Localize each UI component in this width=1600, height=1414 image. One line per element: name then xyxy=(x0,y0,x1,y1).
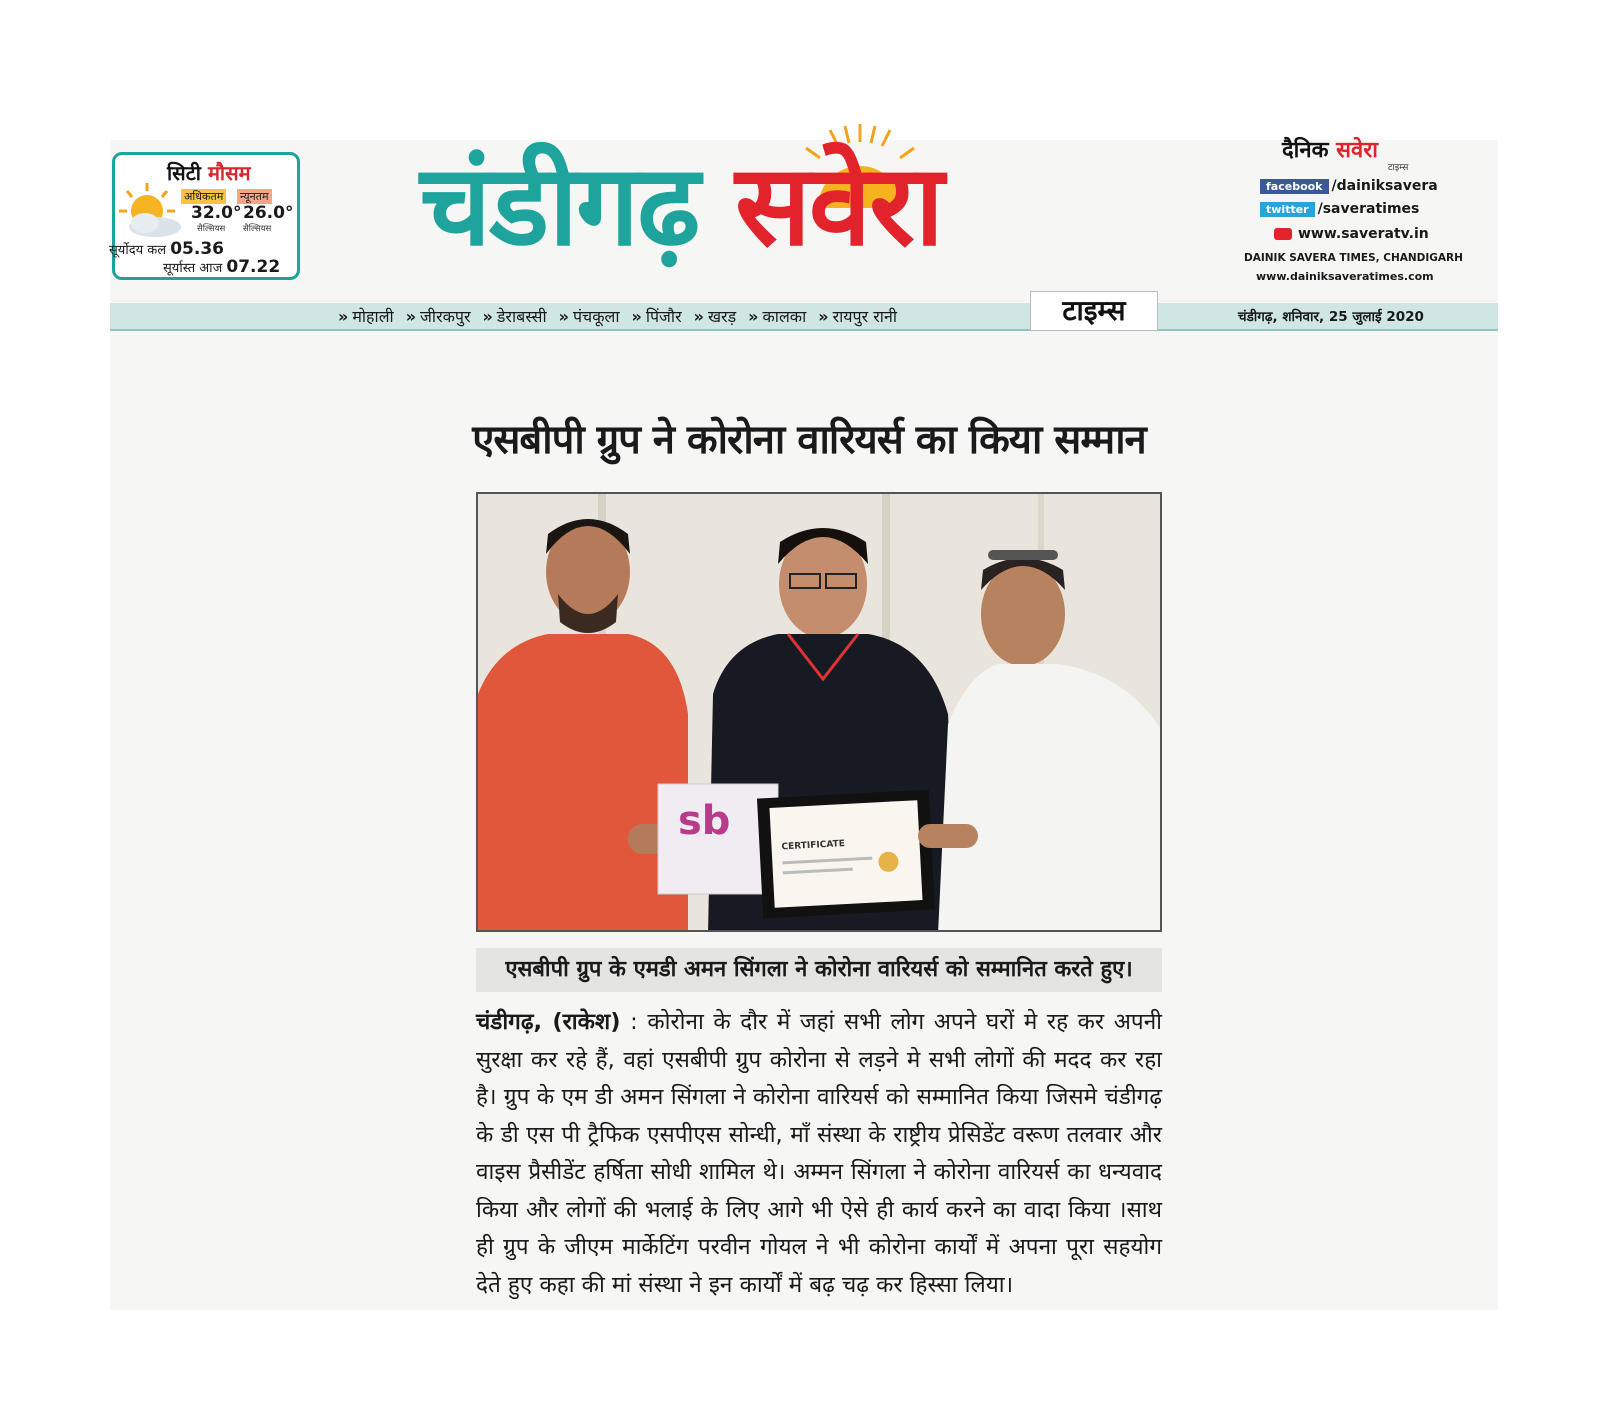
article-headline: एसबीपी ग्रुप ने कोरोना वारियर्स का किया सम्मान xyxy=(472,417,1146,463)
tv-icon xyxy=(1274,228,1292,240)
masthead-times: टाइम्स xyxy=(1030,291,1158,331)
article-body xyxy=(476,1004,1162,1304)
city-label: मोहाली xyxy=(352,307,394,326)
sunset-row xyxy=(163,257,280,277)
city-link[interactable] xyxy=(559,305,620,327)
city-label: जीरकपुर xyxy=(420,307,471,326)
sunrise-time: 05.36 xyxy=(170,239,224,259)
city-link[interactable] xyxy=(631,305,681,327)
min-temp-unit: सैल्सियस xyxy=(243,224,272,234)
min-temp-label: न्यूनतम xyxy=(237,189,272,204)
chevron-right-icon: » xyxy=(558,307,569,326)
city-label: पंचकूला xyxy=(572,307,620,326)
twitter-link[interactable] xyxy=(1260,201,1419,217)
sunset-label: सूर्यास्त आज xyxy=(163,261,223,276)
twitter-icon: twitter xyxy=(1260,202,1315,217)
chevron-right-icon: » xyxy=(338,307,349,326)
logo-times: टाइम्स xyxy=(1388,163,1409,173)
city-link[interactable] xyxy=(406,305,471,327)
city-list xyxy=(338,305,897,327)
article-text: : कोरोना के दौर में जहां सभी लोग अपने घरों मे रह कर अपनी सुरक्षा कर रहे हैं, वहां एसबीपी ग्रुप कोरोना से लड़ने मे सभी लोगों की मदद कर रहा है। ग्रुप के एम डी अमन सिंगला ने कोरोना वारियर्स को सम्मानित किया जिसमे चंडीगढ़ के डी एस पी ट्रैफिक एसपीएस सोन्धी, माँ संस्था के राष्ट्रीय प्रेसिडेंट वरूण तलवार और वाइस प्रैसीडेंट हर्षिता सोधी शामिल थे। अम्मन सिंगला ने कोरोना वारियर्स का धन्यवाद किया और लोगों की भलाई के लिए आगे भी ऐसे ही कार्य करने का वादा किया ।साथ ही ग्रुप के जीएम मार्केटिंग परवीन गोयल ने भी कोरोना कार्यों में अपना पूरा सहयोग देते हुए कहा की मां संस्था ने इन कार्यों में बढ़ चढ़ कर हिस्सा लिया। xyxy=(476,1009,1163,1298)
chevron-right-icon: » xyxy=(631,307,642,326)
publication-site[interactable]: www.dainiksaveratimes.com xyxy=(1256,270,1434,283)
city-label: पिंजौर xyxy=(645,307,682,326)
city-nav-bar xyxy=(110,294,1498,331)
chevron-right-icon: » xyxy=(693,307,704,326)
sunset-time: 07.22 xyxy=(226,257,281,277)
website-link[interactable] xyxy=(1274,226,1429,242)
masthead-title xyxy=(420,141,942,271)
logo-dainik: दैनिक xyxy=(1282,138,1329,163)
chevron-right-icon: » xyxy=(482,307,493,326)
facebook-link[interactable] xyxy=(1260,178,1438,194)
facebook-handle: /dainiksavera xyxy=(1331,178,1438,194)
logo-savera: सवेरा xyxy=(1336,138,1378,163)
issue-dateline: चंडीगढ़, शनिवार, 25 जुलाई 2020 xyxy=(1238,309,1424,325)
photo-caption: एसबीपी ग्रुप के एमडी अमन सिंगला ने कोरोना वारियर्स को सम्मानित करते हुए। xyxy=(476,948,1162,992)
publication-name: DAINIK SAVERA TIMES, CHANDIGARH xyxy=(1244,252,1463,264)
city-label: डेराबस्सी xyxy=(496,307,547,326)
twitter-handle: /saveratimes xyxy=(1317,201,1420,217)
city-label: रायपुर रानी xyxy=(832,307,897,326)
sunrise-label: सूर्योदय कल xyxy=(109,243,167,258)
chevron-right-icon: » xyxy=(405,307,417,326)
max-temp-label: अधिकतम xyxy=(181,189,226,204)
city-link[interactable] xyxy=(694,305,737,327)
masthead-chandigarh: चंडीगढ़ xyxy=(420,141,699,271)
website-url: www.saveratv.in xyxy=(1298,226,1429,242)
city-label: कालका xyxy=(762,307,807,326)
city-link[interactable] xyxy=(818,305,897,327)
article-photo xyxy=(476,492,1162,932)
city-link[interactable] xyxy=(338,305,394,327)
chevron-right-icon: » xyxy=(818,307,829,326)
certificate-frame xyxy=(757,790,935,919)
max-temp-unit: सैल्सियस xyxy=(197,224,226,234)
weather-title-weather: मौसम xyxy=(207,161,251,185)
city-label: खरड़ xyxy=(707,307,737,326)
sun-cloud-icon xyxy=(117,181,187,243)
min-temp-value: 26.0° xyxy=(243,203,294,223)
sunrise-row xyxy=(109,239,224,259)
sign-text: sb xyxy=(678,798,731,844)
chevron-right-icon: » xyxy=(748,307,759,326)
article-dateline: चंडीगढ़, (राकेश) xyxy=(476,1009,621,1035)
dainik-savera-logo xyxy=(1282,134,1378,164)
facebook-icon: facebook xyxy=(1260,179,1329,194)
certificate-title: CERTIFICATE xyxy=(781,839,846,853)
max-temp-value: 32.0° xyxy=(191,203,242,223)
weather-title-city: सिटी xyxy=(167,161,201,185)
city-link[interactable] xyxy=(483,305,547,327)
city-weather-box xyxy=(109,152,300,280)
city-link[interactable] xyxy=(748,305,806,327)
masthead-savera: सवेरा xyxy=(735,141,942,271)
